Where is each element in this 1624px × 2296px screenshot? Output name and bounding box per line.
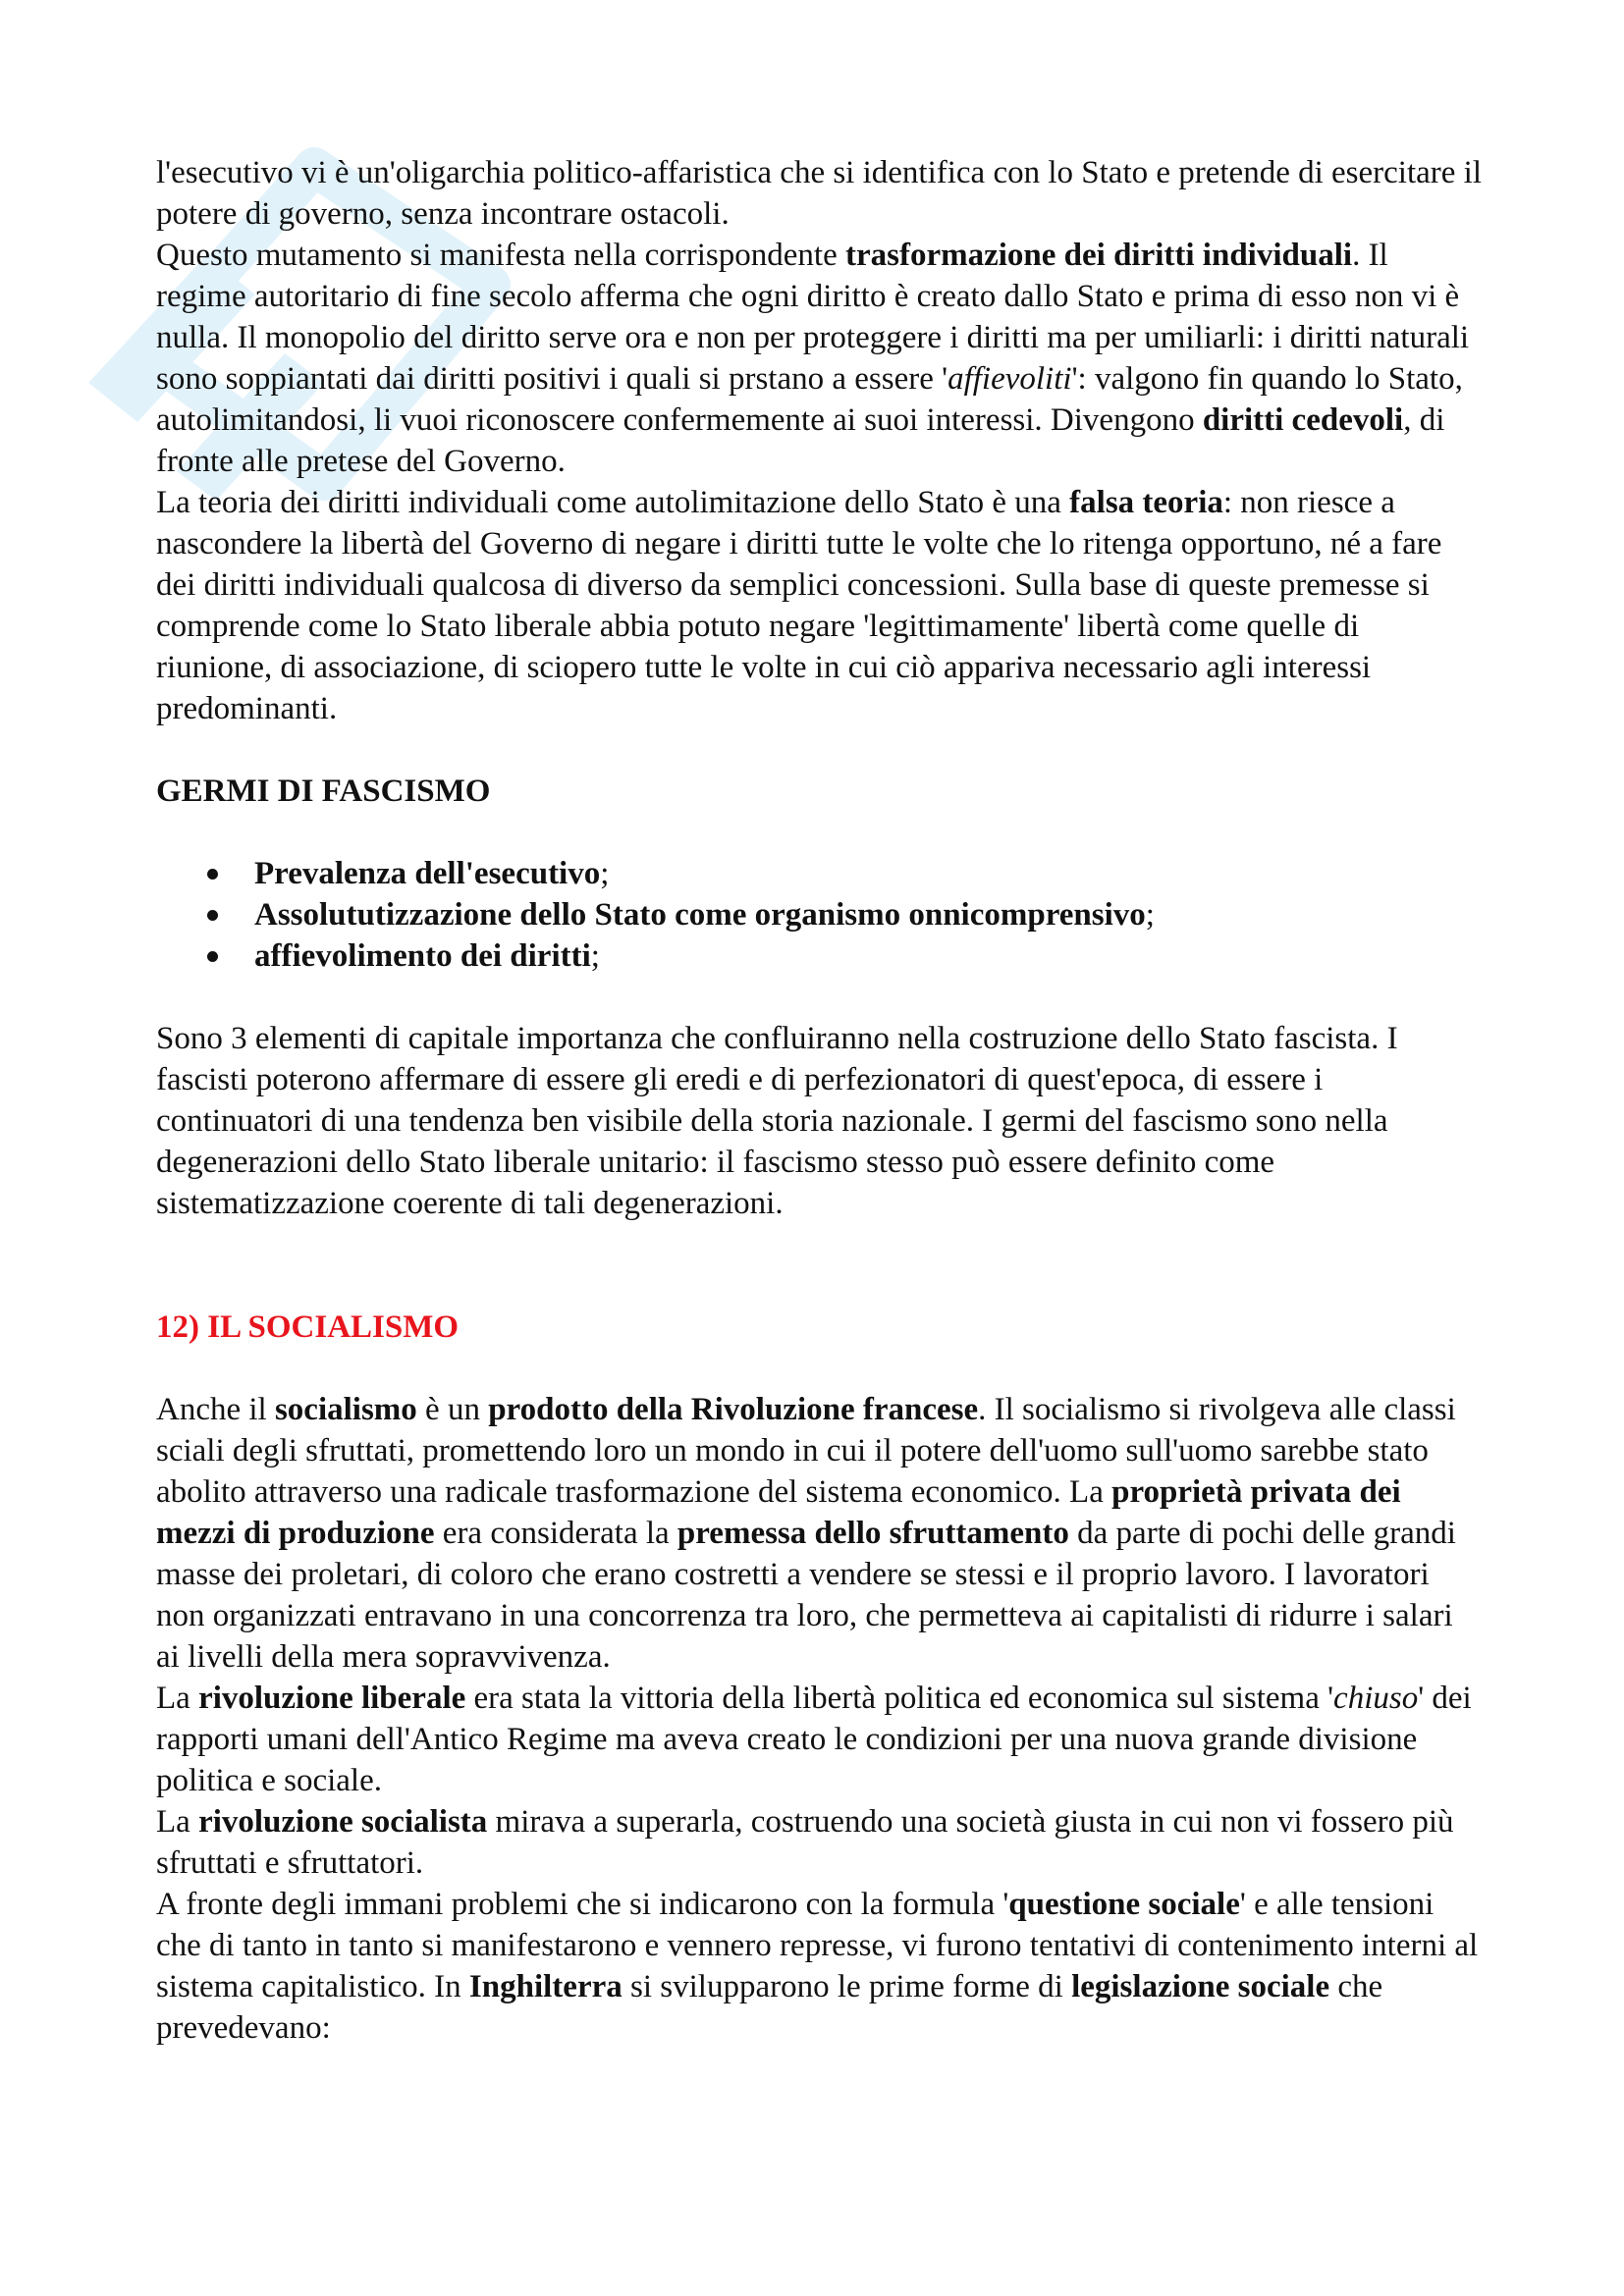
paragraph-rivoluzione-socialista: La rivoluzione socialista mirava a superarla, costruendo una società giusta in cui non vi fossero più sfruttati e sfruttatori. — [156, 1804, 1454, 1881]
paragraph-trasformazione-diritti: Questo mutamento si manifesta nella corrispondente trasformazione dei diritti individuali. Il regime autoritario di fine secolo afferma che ogni diritto è creato dallo Stato e prima di esso non vi è nulla. Il monopolio del diritto serve ora e non per proteggere i diritti ma per umiliarli: i diritti naturali sono soppiantati dai diritti positivi i quali si prstano a essere 'affievoliti': valgono fin quando lo Stato, autolimitandosi, li vuoi riconoscere confermemente ai suoi interessi. Divengono diritti cedevoli, di fronte alle pretese del Governo. — [156, 238, 1470, 479]
paragraph-socialismo: Anche il socialismo è un prodotto della Rivoluzione francese. Il socialismo si rivolgeva alle classi sciali degli sfruttati, promettendo loro un mondo in cui il potere dell'uomo sull'uomo sarebbe stato abolito attraverso una radicale trasformazione del sistema economico. La proprietà privata dei mezzi di produzione era considerata la premessa dello sfruttamento da parte di pochi delle grandi masse dei proletari, di coloro che erano costretti a vendere se stessi e il proprio lavoro. I lavoratori non organizzati entravano in una concorrenza tra loro, che permetteva ai capitalisti di ridurre i salari ai livelli della mera sopravvivenza. — [156, 1392, 1456, 1675]
list-item: Prevalenza dell'esecutivo; — [156, 853, 1482, 894]
heading-germi-fascismo: GERMI DI FASCISMO — [156, 774, 491, 809]
paragraph-questione-sociale: A fronte degli immani problemi che si indicarono con la formula 'questione sociale' e alle tensioni che di tanto in tanto si manifestarono e vennero represse, vi furono tentativi di contenimento interni al sistema capitalistico. In Inghilterra si svilupparono le prime forme di legislazione sociale che prevedevano: — [156, 1887, 1479, 2046]
list-item: Assolututizzazione dello Stato come organismo onnicomprensivo; — [156, 894, 1482, 935]
bullet-dot-icon — [207, 951, 218, 962]
paragraph-falsa-teoria: La teoria dei diritti individuali come autolimitazione dello Stato è una falsa teoria: non riesce a nascondere la libertà del Governo di negare i diritti tutte le volte che lo ritenga opportuno, né a fare dei diritti individuali qualcosa di diverso da semplici concessioni. Sulla base di queste premesse si comprende come lo Stato liberale abbia potuto negare 'legittimamente' libertà come quelle di riunione, di associazione, di sciopero tutte le volte in cui ciò appariva necessario agli interessi predominanti. — [156, 485, 1442, 726]
paragraph-rivoluzione-liberale: La rivoluzione liberale era stata la vittoria della libertà politica ed economica sul sistema 'chiuso' dei rapporti umani dell'Antico Regime ma aveva creato le condizioni per una nuova grande divisione politica e sociale. — [156, 1681, 1472, 1798]
germi-list — [156, 853, 1482, 977]
bullet-dot-icon — [207, 910, 218, 921]
list-item: affievolimento dei diritti; — [156, 935, 1482, 977]
document-body — [156, 152, 1482, 2049]
paragraph-oligarchia: l'esecutivo vi è un'oligarchia politico-affaristica che si identifica con lo Stato e pretende di esercitare il potere di governo, senza incontrare ostacoli. — [156, 155, 1483, 232]
section-title-socialismo: 12) IL SOCIALISMO — [156, 1309, 460, 1345]
paragraph-tre-elementi: Sono 3 elementi di capitale importanza che confluiranno nella costruzione dello Stato fascista. I fascisti poterono affermare di essere gli eredi e di perfezionatori di quest'epoca, di essere i continuatori di una tendenza ben visibile della storia nazionale. I germi del fascismo sono nella degenerazioni dello Stato liberale unitario: il fascismo stesso può essere definito come sistematizzazione coerente di tali degenerazioni. — [156, 1021, 1398, 1221]
bullet-dot-icon — [207, 869, 218, 880]
